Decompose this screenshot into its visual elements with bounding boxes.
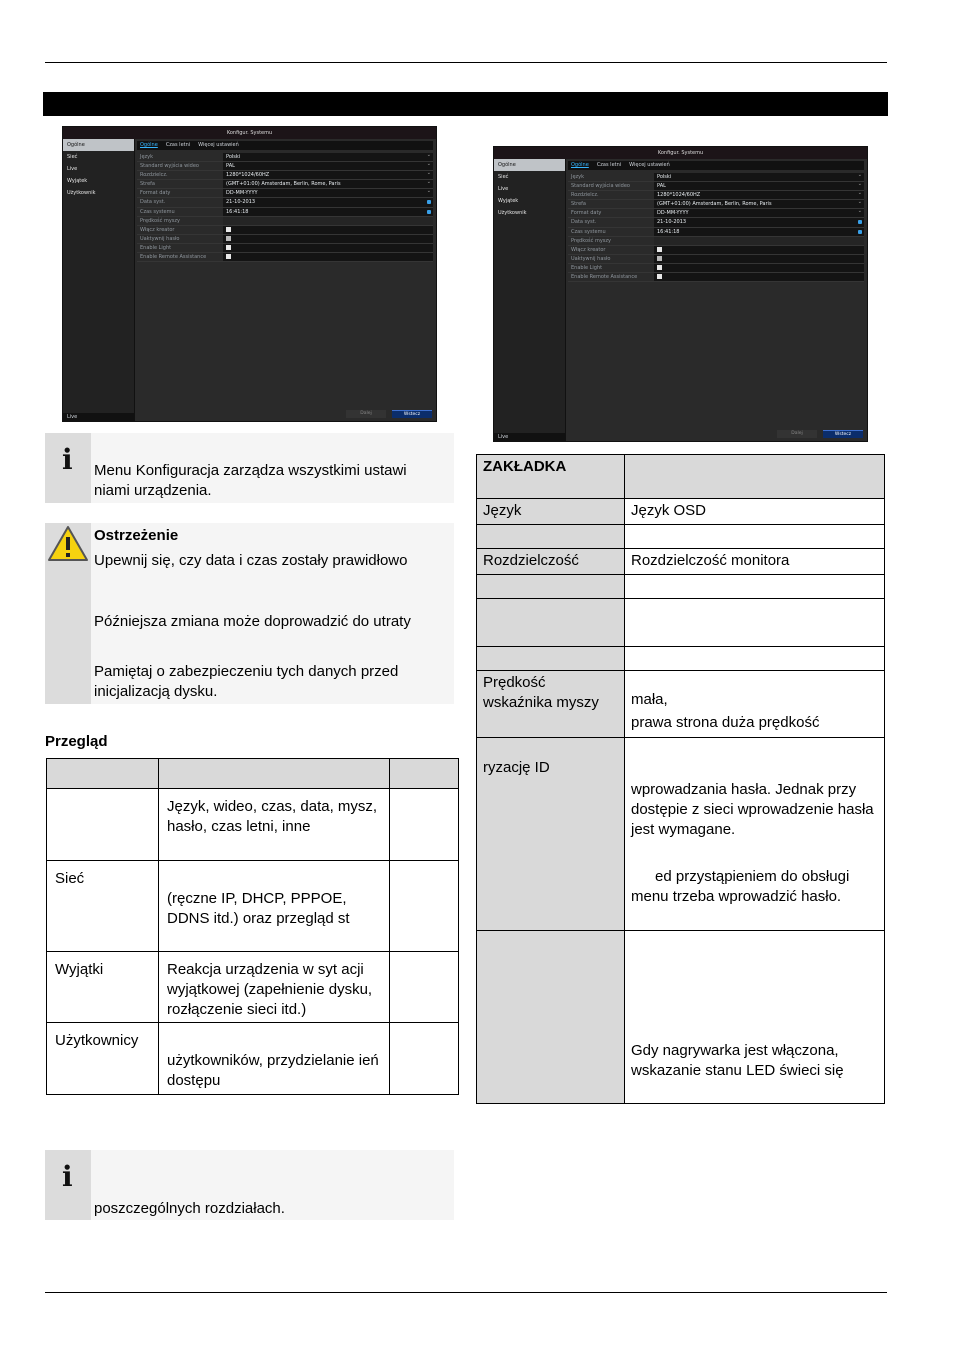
table-header-row <box>477 455 885 499</box>
dvr-setting-label: Rozdzielcz. <box>140 172 168 179</box>
warning-line-2: Późniejsza zmiana może doprowadzić do utraty <box>94 613 411 630</box>
dvr-sidebar-item[interactable]: Sieć <box>498 174 509 180</box>
dvr-setting-label: Data syst. <box>140 199 166 206</box>
dvr-tab[interactable]: Więcej ustawień <box>198 142 239 148</box>
dvr-setting-label: Rozdzielcz. <box>571 192 599 199</box>
dvr-ok-button[interactable]: Wstecz <box>392 410 432 418</box>
dvr-checkbox[interactable] <box>657 274 662 279</box>
dvr-sidebar-item[interactable]: Wyjątek <box>67 178 88 184</box>
overview-cell: użytkowników, przydzielanie ień dostępu <box>159 1023 390 1095</box>
settings-cell: Prędkość wskaźnika myszy <box>477 671 625 738</box>
dvr-setting-row <box>137 226 433 235</box>
dvr-setting-label: Enable Remote Assistance <box>140 254 207 261</box>
dvr-sidebar-item[interactable]: Ogólne <box>494 159 565 171</box>
dvr-tabs <box>137 141 433 150</box>
warning-icon <box>47 525 89 563</box>
dvr-sidebar-item[interactable]: Sieć <box>67 154 78 160</box>
overview-cell: Język, wideo, czas, data, mysz, hasło, czas letni, inne <box>159 789 390 861</box>
dvr-rows <box>137 153 433 262</box>
dvr-setting-label: Uaktywnij hasło <box>571 255 611 262</box>
dvr-setting-label: Uaktywnij hasło <box>140 235 180 242</box>
warning-line-1: Upewnij się, czy data i czas zostały prawidłowo <box>94 552 408 569</box>
dvr-checkbox[interactable] <box>226 254 231 259</box>
warning-icon-column <box>45 523 91 704</box>
dvr-setting-row <box>137 217 433 226</box>
settings-table <box>476 454 885 1104</box>
dvr-setting-row <box>137 244 433 253</box>
dvr-tab[interactable]: Czas letni <box>596 162 622 168</box>
dvr-main <box>568 161 864 429</box>
settings-cell: prawa strona duża prędkość <box>631 714 820 731</box>
info-icon: i <box>62 1160 73 1193</box>
table-row <box>477 931 885 1104</box>
settings-cell: ed przystąpieniem do obsługi menu trzeba wprowadzić hasło. <box>631 868 850 905</box>
dvr-screenshot-right <box>493 146 868 442</box>
dvr-screenshot-left <box>62 126 437 422</box>
dvr-setting-row <box>137 253 433 262</box>
dvr-main <box>137 141 433 409</box>
dvr-setting-value[interactable]: (GMT+01:00) Amsterdam, Berlin, Rome, Paris ⌄ <box>654 200 864 208</box>
dvr-setting-label: Format daty <box>140 190 171 197</box>
dvr-checkbox[interactable] <box>226 245 231 250</box>
dvr-setting-value[interactable] <box>223 226 433 234</box>
dvr-setting-label: Enable Remote Assistance <box>571 274 638 281</box>
dvr-setting-label: Data syst. <box>571 219 597 226</box>
dvr-setting-label: Język <box>140 154 154 160</box>
dvr-sidebar-item[interactable]: Ogólne <box>63 139 134 151</box>
overview-cell: Sieć <box>47 861 159 952</box>
info-note-2-text: poszczególnych rozdziałach. <box>94 1200 285 1217</box>
dvr-setting-label: Enable Light <box>140 244 172 251</box>
table-row <box>47 1023 459 1095</box>
settings-cell: ryzację ID <box>477 738 625 931</box>
dvr-setting-value[interactable]: 21-10-2013 <box>223 198 433 206</box>
overview-cell: Wyjątki <box>47 952 159 1023</box>
dvr-setting-row <box>568 200 864 209</box>
dvr-setting-value[interactable] <box>223 235 433 243</box>
dvr-setting-row <box>568 255 864 264</box>
overview-cell: Użytkownicy <box>47 1023 159 1095</box>
dvr-setting-value[interactable]: 1280*1024/60HZ ⌄ <box>654 191 864 199</box>
dvr-setting-row <box>137 171 433 180</box>
dvr-setting-label: Włącz kreator <box>140 226 175 233</box>
dvr-setting-value[interactable]: DD-MM-YYYY ⌄ <box>223 189 433 197</box>
settings-cell: Gdy nagrywarka jest włączona, wskazanie stanu LED świeci się <box>625 931 885 1104</box>
dvr-setting-value[interactable]: PAL ⌄ <box>654 182 864 190</box>
dvr-setting-row <box>137 153 433 162</box>
dvr-setting-value[interactable] <box>223 217 433 225</box>
dvr-setting-row <box>137 208 433 217</box>
dvr-buttons <box>346 410 432 418</box>
overview-cell: Reakcja urządzenia w syt acji wyjątkowej (zapełnienie dysku, rozłączenie sieci itd.) <box>159 952 390 1023</box>
dvr-setting-row <box>137 180 433 189</box>
dvr-setting-value[interactable]: Polski ⌄ <box>654 173 864 181</box>
settings-cell: Rozdzielczość <box>477 549 625 575</box>
dvr-setting-row <box>568 191 864 200</box>
dvr-setting-value[interactable] <box>654 273 864 281</box>
warning-title: Ostrzeżenie <box>94 527 179 544</box>
dvr-setting-value[interactable] <box>654 264 864 272</box>
table-header-row <box>47 759 459 789</box>
dvr-sidebar <box>494 159 566 441</box>
dvr-setting-row <box>137 198 433 207</box>
dvr-setting-label: Prędkość myszy <box>140 217 180 224</box>
dvr-tabs <box>568 161 864 170</box>
dvr-setting-label: Standard wyjścia wideo <box>140 163 199 170</box>
dvr-setting-value[interactable]: 1280*1024/60HZ ⌄ <box>223 171 433 179</box>
dvr-sidebar-item[interactable]: Użytkownik <box>498 210 527 216</box>
dvr-setting-value[interactable] <box>223 253 433 261</box>
bottom-rule <box>45 1292 887 1293</box>
settings-header-tab: ZAKŁADKA <box>477 455 625 499</box>
dvr-setting-row <box>137 235 433 244</box>
table-row <box>477 575 885 599</box>
dvr-checkbox[interactable] <box>657 265 662 270</box>
settings-cell: Język <box>477 499 625 525</box>
settings-cell: mała, <box>631 691 668 708</box>
info-note-text: Menu Konfiguracja zarządza wszystkimi ustawi niami urządzenia. <box>94 462 407 499</box>
table-row <box>47 789 459 861</box>
dvr-setting-row <box>137 162 433 171</box>
dvr-cancel-button[interactable]: Dalej <box>777 430 817 438</box>
dvr-rows <box>568 173 864 282</box>
dvr-setting-label: Strefa <box>571 201 586 208</box>
dvr-setting-row <box>568 273 864 282</box>
info-icon-column <box>45 433 91 503</box>
dvr-checkbox[interactable] <box>657 256 662 261</box>
overview-table <box>46 758 459 1095</box>
dvr-sidebar-item[interactable]: Wyjątek <box>498 198 519 204</box>
dvr-setting-value[interactable] <box>654 246 864 254</box>
dvr-setting-label: Prędkość myszy <box>571 237 611 244</box>
dvr-setting-label: Standard wyjścia wideo <box>571 183 630 190</box>
dvr-setting-label: Strefa <box>140 181 155 188</box>
dvr-setting-value[interactable] <box>654 255 864 263</box>
dvr-setting-row <box>568 209 864 218</box>
dvr-setting-label: Czas systemu <box>140 208 175 215</box>
dvr-ok-button[interactable]: Wstecz <box>823 430 863 438</box>
dvr-setting-value[interactable]: (GMT+01:00) Amsterdam, Berlin, Rome, Paris ⌄ <box>223 180 433 188</box>
dvr-setting-label: Czas systemu <box>571 228 606 235</box>
dvr-setting-value[interactable]: 21-10-2013 <box>654 218 864 226</box>
section-header-bar <box>43 92 888 116</box>
overview-cell: (ręczne IP, DHCP, PPPOE, DDNS itd.) oraz przegląd st <box>159 861 390 952</box>
overview-heading: Przegląd <box>45 733 108 750</box>
dvr-sidebar-item[interactable]: Live <box>498 186 509 192</box>
dvr-sidebar-bottom[interactable]: Live <box>63 413 135 421</box>
dvr-checkbox[interactable] <box>657 247 662 252</box>
dvr-setting-value[interactable]: DD-MM-YYYY ⌄ <box>654 209 864 217</box>
dvr-sidebar-item[interactable]: Użytkownik <box>67 190 96 196</box>
dvr-checkbox[interactable] <box>226 227 231 232</box>
dvr-sidebar-bottom[interactable]: Live <box>494 433 566 441</box>
table-row <box>477 549 885 575</box>
table-row <box>47 861 459 952</box>
dvr-setting-label: Włącz kreator <box>571 246 606 253</box>
dvr-setting-value[interactable]: 16:41:18 <box>223 208 433 216</box>
table-row <box>477 499 885 525</box>
dvr-setting-label: Enable Light <box>571 264 603 271</box>
dvr-setting-row <box>568 228 864 237</box>
top-rule <box>45 62 887 63</box>
dvr-setting-row <box>568 237 864 246</box>
dvr-tab[interactable]: Ogólne <box>571 162 589 168</box>
dvr-setting-label: Język <box>571 174 585 180</box>
dvr-sidebar <box>63 139 135 421</box>
table-row <box>477 671 885 738</box>
dvr-setting-value[interactable]: PAL ⌄ <box>223 162 433 170</box>
dvr-setting-row <box>568 246 864 255</box>
dvr-setting-value[interactable] <box>223 244 433 252</box>
table-row <box>47 952 459 1023</box>
table-row <box>477 647 885 671</box>
settings-cell: wprowadzania hasła. Jednak przy dostępie z sieci wprowadzenie hasła jest wymagane. <box>631 781 874 838</box>
info-icon: i <box>62 443 73 476</box>
table-row <box>477 738 885 931</box>
settings-cell: Język OSD <box>625 499 885 525</box>
dvr-buttons <box>777 430 863 438</box>
table-row <box>477 599 885 647</box>
dvr-tab[interactable]: Ogólne <box>140 142 158 148</box>
dvr-title: Konfigur. Systemu <box>494 147 867 159</box>
dvr-setting-row <box>137 189 433 198</box>
dvr-sidebar-item[interactable]: Live <box>67 166 78 172</box>
table-row <box>477 525 885 549</box>
info-icon-column <box>45 1150 91 1220</box>
dvr-setting-value[interactable]: 16:41:18 <box>654 228 864 236</box>
dvr-checkbox[interactable] <box>226 236 231 241</box>
dvr-setting-row <box>568 182 864 191</box>
dvr-setting-row <box>568 173 864 182</box>
dvr-cancel-button[interactable]: Dalej <box>346 410 386 418</box>
dvr-title: Konfigur. Systemu <box>63 127 436 139</box>
dvr-setting-row <box>568 264 864 273</box>
settings-cell: Rozdzielczość monitora <box>625 549 885 575</box>
dvr-setting-row <box>568 218 864 227</box>
dvr-setting-label: Format daty <box>571 210 602 217</box>
dvr-setting-value[interactable]: Polski ⌄ <box>223 153 433 161</box>
dvr-tab[interactable]: Więcej ustawień <box>629 162 670 168</box>
dvr-setting-value[interactable] <box>654 237 864 245</box>
dvr-tab[interactable]: Czas letni <box>165 142 191 148</box>
warning-line-3: Pamiętaj o zabezpieczeniu tych danych przed inicjalizacją dysku. <box>94 663 399 700</box>
